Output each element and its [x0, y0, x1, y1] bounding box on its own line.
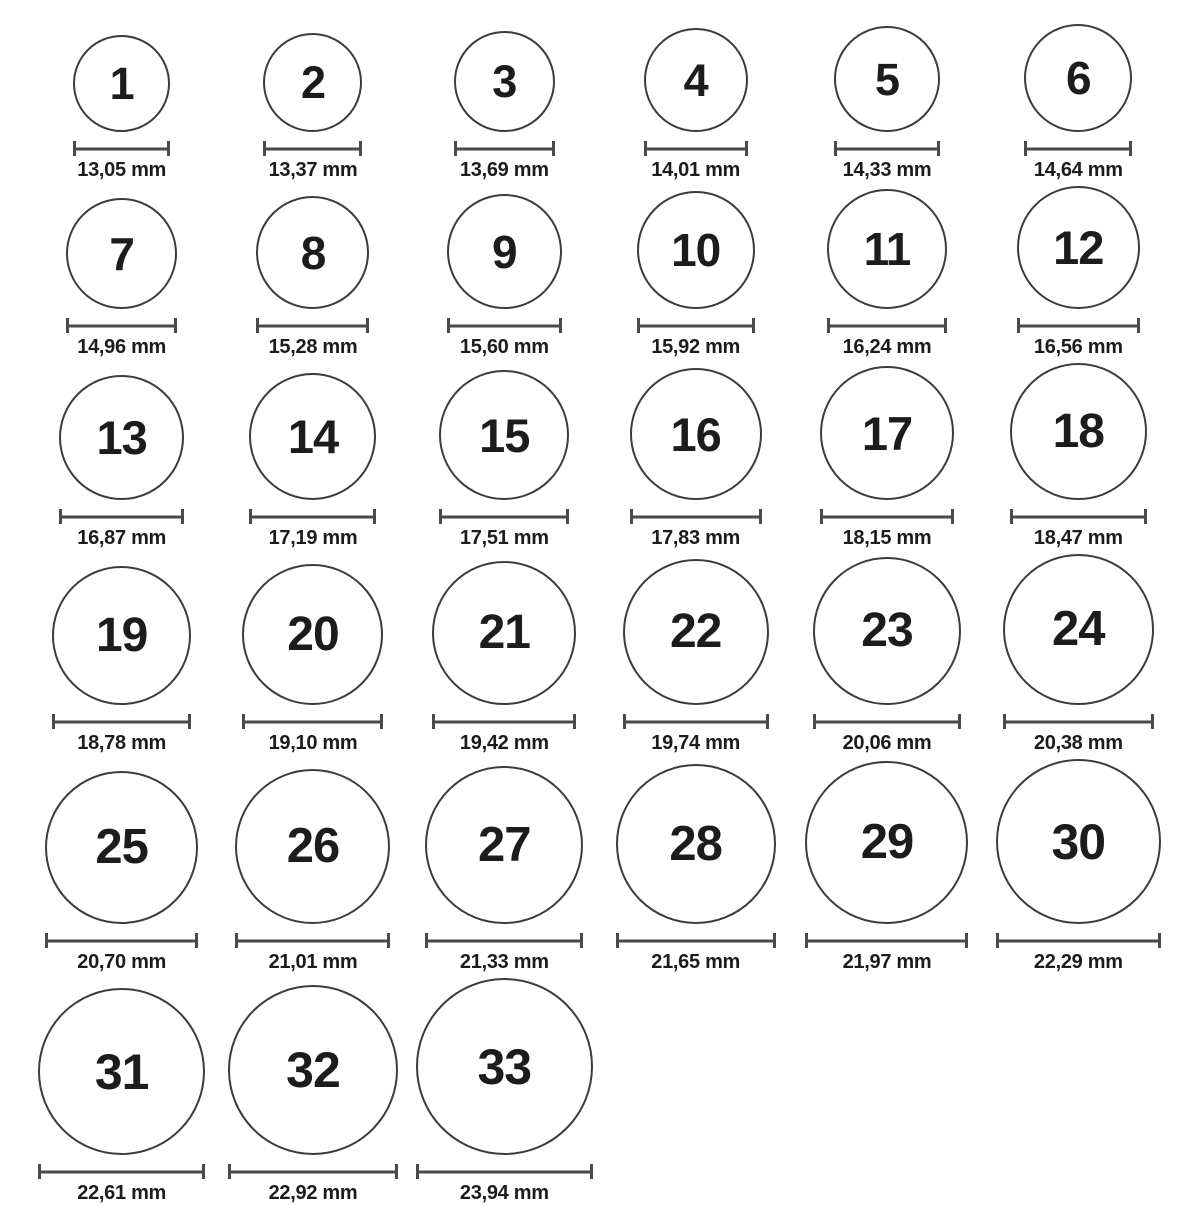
ring-size-number: 25	[95, 820, 148, 874]
ruler-right-tick	[174, 318, 177, 333]
ruler-line	[73, 147, 170, 150]
ring-size-number: 8	[300, 226, 326, 279]
ruler-line	[242, 720, 383, 723]
diameter-ruler	[432, 714, 576, 729]
ruler-right-tick	[965, 933, 968, 948]
ruler-line	[637, 324, 755, 327]
ring-circle	[66, 198, 177, 309]
ring-circle	[1024, 24, 1132, 132]
ruler-right-tick	[387, 933, 390, 948]
ring-size-number: 11	[863, 223, 911, 275]
ruler-right-tick	[188, 714, 191, 729]
diameter-label: 21,01 mm	[268, 951, 358, 973]
ring-size-cell	[439, 370, 569, 550]
ruler-right-tick	[167, 141, 170, 156]
diameter-ruler	[996, 933, 1161, 948]
ruler-line	[454, 147, 555, 150]
ruler-line	[1003, 720, 1154, 723]
diameter-label: 16,56 mm	[1033, 336, 1123, 358]
diameter-label: 18,78 mm	[77, 732, 167, 754]
ruler-right-tick	[759, 509, 762, 524]
ring-size-cell	[447, 194, 562, 359]
diameter-ruler	[623, 714, 769, 729]
ring-circle	[45, 771, 198, 924]
ring-size-cell	[59, 375, 184, 550]
diameter-ruler	[425, 933, 583, 948]
ring-size-number: 1	[109, 58, 134, 109]
ruler-line	[834, 147, 940, 150]
diameter-ruler	[263, 141, 362, 156]
diameter-label: 17,83 mm	[651, 527, 741, 549]
diameter-ruler	[1024, 141, 1132, 156]
diameter-label: 13,37 mm	[268, 159, 358, 181]
diameter-ruler	[813, 714, 961, 729]
ring-size-cell	[1003, 554, 1154, 755]
ring-size-number: 27	[478, 817, 531, 872]
ruler-line	[249, 515, 376, 518]
ring-circle	[1017, 186, 1140, 309]
ruler-line	[996, 939, 1161, 942]
ring-size-cell	[416, 978, 593, 1205]
ring-size-cell	[38, 988, 205, 1205]
ring-circle	[242, 564, 383, 705]
diameter-label: 14,96 mm	[77, 336, 167, 358]
ruler-right-tick	[202, 1164, 205, 1179]
ring-circle	[52, 566, 191, 705]
ring-size-cell	[73, 35, 170, 182]
diameter-ruler	[454, 141, 555, 156]
ruler-line	[38, 1170, 205, 1173]
ring-circle	[616, 764, 776, 924]
diameter-label: 14,64 mm	[1033, 159, 1123, 181]
ring-size-cell	[1024, 24, 1132, 182]
ring-size-number: 29	[860, 815, 914, 869]
ring-size-number: 12	[1053, 221, 1104, 274]
ring-circle	[73, 35, 170, 132]
ruler-right-tick	[1137, 318, 1140, 333]
diameter-ruler	[45, 933, 198, 948]
ring-size-cell	[425, 766, 583, 974]
ruler-right-tick	[773, 933, 776, 948]
ring-size-cell	[644, 28, 748, 182]
diameter-ruler	[834, 141, 940, 156]
diameter-ruler	[228, 1164, 398, 1179]
ruler-right-tick	[552, 141, 555, 156]
ring-size-number: 3	[492, 56, 517, 107]
ring-circle	[228, 985, 398, 1155]
ring-size-number: 16	[670, 407, 721, 461]
diameter-label: 19,74 mm	[651, 732, 741, 754]
ruler-line	[644, 147, 748, 150]
ring-size-cell	[1017, 186, 1140, 359]
ring-size-cell	[616, 764, 776, 974]
diameter-label: 23,94 mm	[459, 1182, 549, 1204]
ring-size-number: 19	[95, 608, 148, 662]
ring-size-cell	[66, 198, 177, 359]
ruler-line	[45, 939, 198, 942]
ring-circle	[235, 769, 390, 924]
ruler-right-tick	[373, 509, 376, 524]
ruler-line	[263, 147, 362, 150]
ruler-line	[805, 939, 968, 942]
ruler-line	[820, 515, 954, 518]
diameter-label: 18,47 mm	[1033, 527, 1123, 549]
ruler-right-tick	[1151, 714, 1154, 729]
ruler-line	[1010, 515, 1147, 518]
ring-size-cell	[228, 985, 398, 1205]
diameter-ruler	[38, 1164, 205, 1179]
ring-size-number: 33	[477, 1038, 532, 1095]
diameter-label: 17,19 mm	[268, 527, 358, 549]
diameter-ruler	[616, 933, 776, 948]
ring-size-number: 20	[287, 607, 339, 661]
ring-size-cell	[820, 366, 954, 550]
ruler-right-tick	[951, 509, 954, 524]
ring-circle	[454, 31, 555, 132]
ring-circle	[249, 373, 376, 500]
diameter-ruler	[249, 509, 376, 524]
ring-size-cell	[249, 373, 376, 550]
ring-size-number: 30	[1051, 813, 1106, 870]
ruler-right-tick	[752, 318, 755, 333]
ring-circle	[439, 370, 569, 500]
ring-circle	[38, 988, 205, 1155]
ring-size-number: 23	[861, 604, 913, 657]
ring-size-number: 22	[669, 605, 722, 658]
diameter-ruler	[447, 318, 562, 333]
ring-circle	[256, 196, 369, 309]
ring-size-cell	[454, 31, 555, 182]
diameter-label: 21,97 mm	[842, 951, 932, 973]
ruler-line	[827, 324, 947, 327]
ruler-line	[630, 515, 762, 518]
ring-size-number: 10	[671, 224, 721, 276]
ring-size-number: 32	[286, 1042, 340, 1098]
diameter-ruler	[1010, 509, 1147, 524]
diameter-ruler	[242, 714, 383, 729]
ruler-line	[52, 720, 191, 723]
ruler-line	[228, 1170, 398, 1173]
ring-circle	[263, 33, 362, 132]
ring-size-number: 4	[683, 54, 708, 106]
diameter-ruler	[644, 141, 748, 156]
diameter-ruler	[73, 141, 170, 156]
ring-size-cell	[52, 566, 191, 755]
ring-size-cell	[996, 759, 1161, 974]
ring-size-number: 24	[1052, 602, 1105, 656]
ruler-right-tick	[359, 141, 362, 156]
ring-circle	[637, 191, 755, 309]
diameter-label: 15,28 mm	[268, 336, 358, 358]
diameter-ruler	[52, 714, 191, 729]
ruler-line	[447, 324, 562, 327]
ring-circle	[447, 194, 562, 309]
ring-circle	[416, 978, 593, 1155]
ruler-line	[623, 720, 769, 723]
ruler-right-tick	[1144, 509, 1147, 524]
ruler-right-tick	[559, 318, 562, 333]
diameter-ruler	[256, 318, 369, 333]
diameter-label: 22,61 mm	[77, 1182, 167, 1204]
ruler-line	[439, 515, 569, 518]
diameter-ruler	[820, 509, 954, 524]
ring-size-cell	[432, 561, 576, 755]
ruler-line	[235, 939, 390, 942]
ruler-line	[1024, 147, 1132, 150]
ring-size-cell	[623, 559, 769, 755]
ruler-line	[813, 720, 961, 723]
ring-size-number: 13	[96, 411, 147, 464]
diameter-label: 16,24 mm	[842, 336, 932, 358]
ring-circle	[1010, 363, 1147, 500]
ring-size-cell	[630, 368, 762, 550]
ring-circle	[644, 28, 748, 132]
ring-size-number: 31	[94, 1043, 149, 1100]
diameter-label: 21,65 mm	[651, 951, 741, 973]
ring-circle	[623, 559, 769, 705]
ring-size-number: 28	[669, 816, 722, 871]
ring-circle	[805, 761, 968, 924]
ruler-right-tick	[944, 318, 947, 333]
ruler-line	[432, 720, 576, 723]
ring-size-cell	[45, 771, 198, 974]
ruler-line	[616, 939, 776, 942]
ring-size-cell	[1010, 363, 1147, 550]
ruler-right-tick	[1129, 141, 1132, 156]
ring-circle	[630, 368, 762, 500]
ruler-right-tick	[958, 714, 961, 729]
ruler-right-tick	[195, 933, 198, 948]
diameter-label: 20,06 mm	[842, 732, 932, 754]
ruler-right-tick	[590, 1164, 593, 1179]
diameter-ruler	[416, 1164, 593, 1179]
diameter-label: 15,92 mm	[651, 336, 741, 358]
ruler-line	[66, 324, 177, 327]
diameter-label: 14,01 mm	[651, 159, 741, 181]
ruler-right-tick	[745, 141, 748, 156]
ring-size-cell	[834, 26, 940, 182]
ruler-right-tick	[573, 714, 576, 729]
diameter-ruler	[805, 933, 968, 948]
ring-circle	[820, 366, 954, 500]
ring-circle	[1003, 554, 1154, 705]
ring-circle	[59, 375, 184, 500]
ruler-right-tick	[566, 509, 569, 524]
ring-size-number: 14	[287, 410, 339, 463]
diameter-ruler	[439, 509, 569, 524]
ring-size-cell	[813, 557, 961, 755]
ruler-line	[256, 324, 369, 327]
ruler-line	[1017, 324, 1140, 327]
diameter-label: 21,33 mm	[459, 951, 549, 973]
diameter-label: 22,92 mm	[268, 1182, 358, 1204]
ruler-right-tick	[380, 714, 383, 729]
ruler-right-tick	[395, 1164, 398, 1179]
diameter-ruler	[630, 509, 762, 524]
diameter-ruler	[66, 318, 177, 333]
ring-size-number: 6	[1066, 52, 1091, 104]
ring-circle	[827, 189, 947, 309]
ring-size-cell	[827, 189, 947, 359]
ring-circle	[996, 759, 1161, 924]
ruler-line	[59, 515, 184, 518]
diameter-label: 17,51 mm	[459, 527, 549, 549]
diameter-label: 14,33 mm	[842, 159, 932, 181]
diameter-ruler	[1017, 318, 1140, 333]
ruler-right-tick	[1158, 933, 1161, 948]
diameter-ruler	[235, 933, 390, 948]
ring-size-number: 18	[1052, 404, 1104, 458]
ruler-right-tick	[580, 933, 583, 948]
ring-size-number: 2	[300, 57, 325, 108]
diameter-label: 15,60 mm	[459, 336, 549, 358]
ring-size-cell	[637, 191, 755, 359]
diameter-label: 22,29 mm	[1033, 951, 1123, 973]
ring-size-cell	[235, 769, 390, 974]
ruler-right-tick	[181, 509, 184, 524]
diameter-label: 20,38 mm	[1033, 732, 1123, 754]
diameter-label: 13,69 mm	[459, 159, 549, 181]
diameter-ruler	[827, 318, 947, 333]
ruler-right-tick	[366, 318, 369, 333]
ring-size-number: 5	[874, 53, 899, 105]
ring-size-cell	[256, 196, 369, 359]
ruler-line	[416, 1170, 593, 1173]
ruler-right-tick	[766, 714, 769, 729]
diameter-label: 20,70 mm	[77, 951, 167, 973]
diameter-label: 19,10 mm	[268, 732, 358, 754]
diameter-label: 19,42 mm	[459, 732, 549, 754]
diameter-label: 16,87 mm	[77, 527, 167, 549]
ring-size-cell	[242, 564, 383, 755]
ring-size-cell	[263, 33, 362, 182]
ring-size-number: 15	[479, 408, 530, 462]
ring-circle	[834, 26, 940, 132]
ring-size-cell	[805, 761, 968, 974]
ring-size-number: 26	[286, 819, 340, 873]
diameter-label: 13,05 mm	[77, 159, 167, 181]
ring-size-number: 21	[478, 606, 530, 659]
diameter-label: 18,15 mm	[842, 527, 932, 549]
diameter-ruler	[1003, 714, 1154, 729]
ring-circle	[432, 561, 576, 705]
ruler-right-tick	[937, 141, 940, 156]
ring-size-number: 7	[109, 227, 134, 280]
ring-circle	[425, 766, 583, 924]
ring-circle	[813, 557, 961, 705]
ruler-line	[425, 939, 583, 942]
ring-size-number: 9	[492, 225, 517, 278]
diameter-ruler	[59, 509, 184, 524]
diameter-ruler	[637, 318, 755, 333]
ring-size-number: 17	[861, 406, 913, 460]
